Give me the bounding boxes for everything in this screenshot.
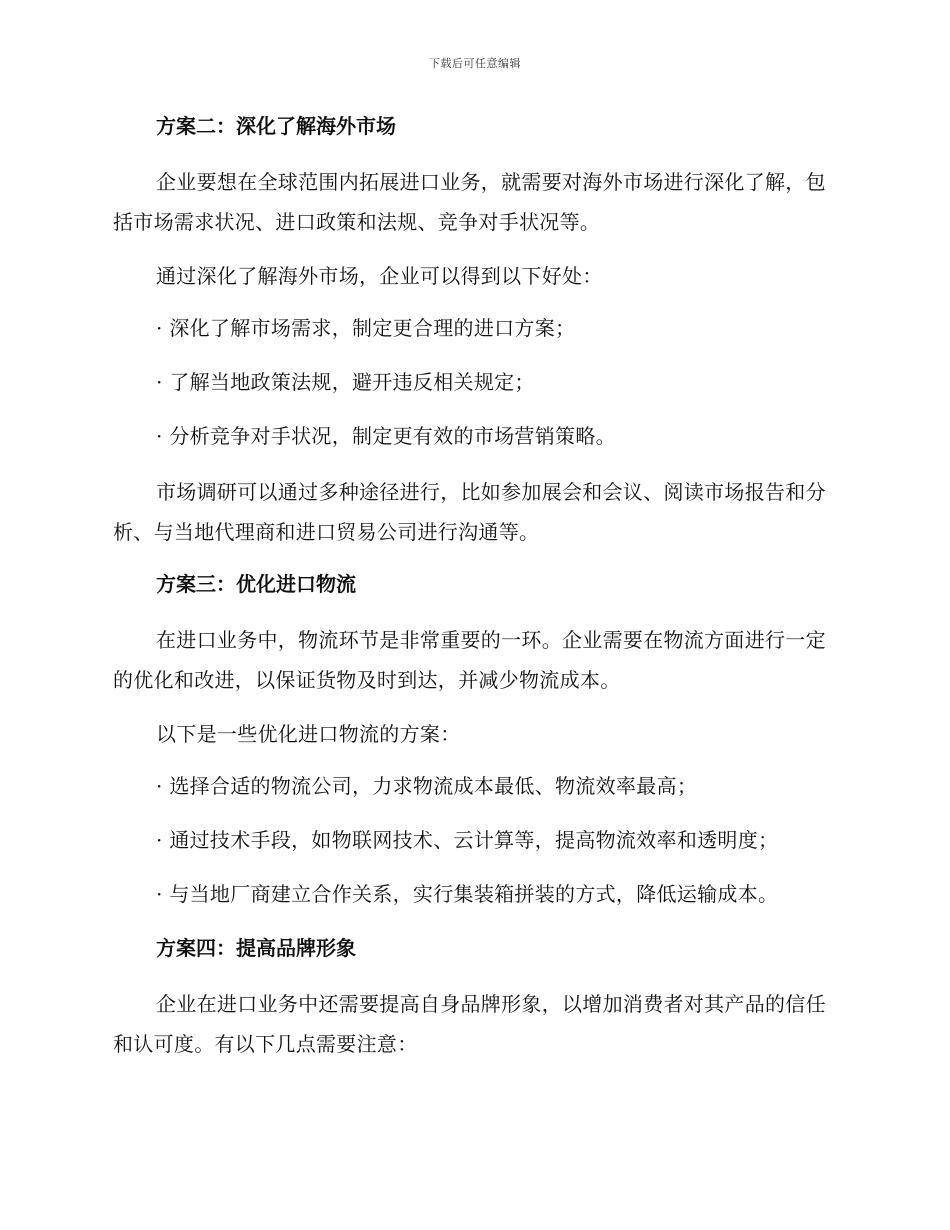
page-header: 下载后可任意编辑 [429,57,521,70]
section-3-bullet-1: · 选择合适的物流公司，力求物流成本最低、物流效率最高； [156,774,698,798]
section-2-heading: 方案二：深化了解海外市场 [156,114,396,138]
section-2-closing: 市场调研可以通过多种途径进行，比如参加展会和会议、阅读市场报告和分析、与当地代理商和进口贸易公司进行沟通等。 [113,480,826,544]
section-3-bullet-2: · 通过技术手段，如物联网技术、云计算等，提高物流效率和透明度； [156,828,779,852]
section-2-bullet-1: · 深化了解市场需求，制定更合理的进口方案； [156,316,576,340]
section-3-heading: 方案三：优化进口物流 [156,572,356,596]
section-2-bullet-3: · 分析竞争对手状况，制定更有效的市场营销策略。 [156,424,616,448]
section-2-bullet-2: · 了解当地政策法规，避开违反相关规定； [156,370,535,394]
section-2-lead: 通过深化了解海外市场，企业可以得到以下好处： [156,264,603,288]
section-3-lead: 以下是一些优化进口物流的方案： [156,722,461,746]
section-3-bullet-3: · 与当地厂商建立合作关系，实行集装箱拼装的方式，降低运输成本。 [156,882,779,906]
section-4-intro: 企业在进口业务中还需要提高自身品牌形象，以增加消费者对其产品的信任和认可度。有以下几点需要注意： [113,992,826,1056]
section-4-heading: 方案四：提高品牌形象 [156,936,356,960]
section-2-intro: 企业要想在全球范围内拓展进口业务，就需要对海外市场进行深化了解，包括市场需求状况、进口政策和法规、竞争对手状况等。 [113,170,826,234]
section-3-intro: 在进口业务中，物流环节是非常重要的一环。企业需要在物流方面进行一定的优化和改进，以保证货物及时到达，并减少物流成本。 [113,628,826,692]
document-body [113,108,835,1078]
